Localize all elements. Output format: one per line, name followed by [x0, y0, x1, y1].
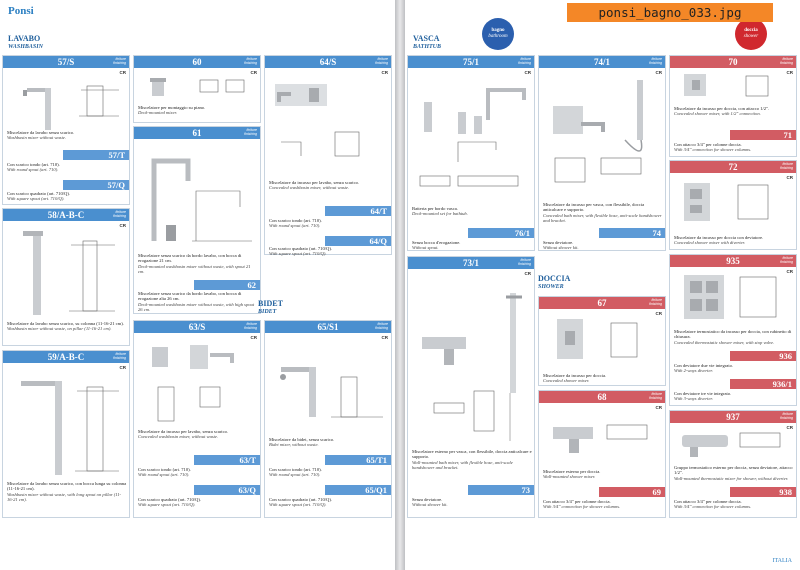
brand-title: Ponsi [8, 5, 34, 17]
product-description: Miscelatore da bidet, senza scarico. Bidet mixer, without waste. [269, 437, 335, 448]
product-code: 70 [728, 57, 738, 67]
variant-description: Con scarico quadrato (art. 710/Q). With square spout (art. 710/Q). [7, 191, 71, 202]
shower-mixer-drawing [545, 407, 661, 465]
product-code: 74/1 [593, 57, 611, 67]
variant-description: Con scarico tondo (art. 710). With round spout (art. 710). [269, 218, 322, 229]
product-61: 61 finiture finishing Miscelatore senza scarico da bordo lavabo, con bocca di erogazione 21 cm. Deck-mounted washbasin mixer without waste, with spout 21 cm. 62 Miscelatore senza scarico da bordo lavabo, con bocca di erogazione alta 26 cm. Deck-mounted washbasin mixer without waste, with high spout 26 cm. [133, 126, 261, 314]
faucet-drawing [140, 141, 256, 253]
variant-bar: 936 [730, 351, 796, 361]
variant-description: Con scarico tondo (art. 710). With round spout (art. 710). [7, 162, 60, 173]
variant-bar: 63/T [194, 455, 260, 465]
mixer-drawing [271, 72, 387, 176]
variant-bar: 57/Q [63, 180, 129, 190]
bath-mixer-drawing [545, 72, 661, 198]
thermostatic-drawing [676, 425, 792, 463]
product-description: Gruppo termostatico esterno per doccia, senza deviatore, attacco 1/2". Wall-mounted thermostatic mixer for shower, without diverter. [674, 465, 793, 481]
page-footer: ITALIA [772, 558, 792, 564]
product-description: Miscelatore da incasso per lavabo, senza scarico. Concealed washbasin mixer, without waste. [269, 180, 360, 191]
section-doccia: DOCCIA SHOWER [538, 274, 571, 290]
variant-description: Con scarico quadrato (art. 710/Q). With square spout (art. 710/Q). [138, 497, 202, 508]
product-code: 67 [597, 298, 607, 308]
product-code: 65/S1 [317, 322, 339, 332]
variant-bar: 64/T [325, 206, 391, 216]
product-description: Miscelatore da incasso per doccia. Concealed shower mixer. [543, 373, 607, 384]
product-description: Miscelatore da incasso per vasca, con flessibile, doccia anticalcare e supporto. Concealed bath mixer, with flexible hose, anti-scale handshower and bracket. [543, 202, 662, 224]
variant-description: Con scarico quadrato (art. 710/Q). With square spout (art. 710/Q). [269, 246, 333, 257]
faucet-drawing [271, 337, 387, 429]
mixer-drawing [142, 74, 254, 100]
product-description: Miscelatore da incasso per lavabo, senza scarico. Concealed washbasin mixer, without waste. [138, 429, 229, 440]
shower-mixer-drawing [676, 70, 792, 104]
mixer-drawing [140, 337, 256, 427]
product-code: 935 [726, 256, 740, 266]
variant-bar: 62 [194, 280, 260, 290]
product-header [3, 56, 129, 68]
product-code: 64/S [319, 57, 337, 67]
product-code: 63/S [188, 322, 206, 332]
product-description: Miscelatore senza scarico da bordo lavabo, con bocca di erogazione 21 cm. Deck-mounted washbasin mixer without waste, with spout 21 cm. [138, 253, 251, 275]
product-code: 60 [192, 57, 202, 67]
variant-description: Con scarico tondo (art. 710). With round spout (art. 710). [269, 467, 322, 478]
file-name-label: ponsi_bagno_033.jpg [567, 3, 773, 22]
variant-bar: 57/T [63, 150, 129, 160]
shower-mixer-drawing [545, 313, 661, 369]
product-code: 68 [597, 392, 607, 402]
product-description: Miscelatore esterno per vasca, con flessibile, doccia anticalcare e supporto. Wall-mounted bath mixer, with flexible hose, anti-scale handshower and bracket. [412, 449, 532, 471]
variant-description: Con scarico quadrato (art. 710/Q). With square spout (art. 710/Q). [269, 497, 333, 508]
variant-bar: 64/Q [325, 236, 391, 246]
product-description: Batteria per bordo vasca. Deck-mounted set for bathtub. [412, 206, 468, 217]
variant-bar: 936/1 [730, 379, 796, 389]
product-code: 61 [192, 128, 202, 138]
product-code: 59/A-B-C [47, 352, 85, 362]
variant-bar: 69 [599, 487, 665, 497]
variant-bar: 938 [730, 487, 796, 497]
product-code: 72 [728, 162, 738, 172]
product-60: 60 finiture finishing CR Miscelatore per montaggio su piano. Deck-mounted mixer. [133, 55, 261, 123]
section-lavabo [8, 34, 43, 52]
variant-bar: 71 [730, 130, 796, 140]
product-code: 57/S [57, 57, 75, 67]
section-title: LAVABO [8, 34, 41, 43]
finish-note: finiture finishing [113, 57, 126, 65]
variant-bar: 65/T1 [325, 455, 391, 465]
product-description: Miscelatore da lavabo senza scarico, con bocca lunga su colonna (11-16-21 cm). Washbasin mixer without waste, with long spout on pillar (11-16-21 cm). [7, 481, 127, 503]
page-gutter [395, 0, 405, 570]
product-935: 935 finiture finishing CR Miscelatore termostatico da incasso per doccia, con rubinetto di chiusura. Concealed thermostatic shower mixer, with stop valve. 936 Con deviatore due vie integrato. With 2-ways diverter. 936/1 Con deviatore tre vie integrato. With 3-ways diverter. [669, 254, 797, 406]
variant-description: Con attacco 3/4" per colonne doccia. With 3/4" connection for shower columns. [674, 142, 752, 153]
badge-bathroom: bagno bathroom [482, 18, 514, 50]
product-63s: 63/S finiture finishing CR Miscelatore da incasso per lavabo, senza scarico. Concealed washbasin mixer, without waste. 63/T Con scarico tondo (art. 710). With round spout (art. 710). 63/Q Con scarico quadrato (art. 710/Q). With square spout (art. 710/Q). [133, 320, 261, 518]
product-59: 59/A-B-C finiture finishing CR Miscelatore da lavabo senza scarico, con bocca lunga su colonna (11-16-21 cm). Washbasin mixer without waste, with long spout on pillar (11-16-21 cm). [2, 350, 130, 518]
product-57s [2, 55, 130, 205]
badge-shower: doccia shower [735, 18, 767, 50]
variant-bar: 63/Q [194, 485, 260, 495]
variant-description: Con scarico tondo (art. 710). With round spout (art. 710). [138, 467, 191, 478]
product-description: Miscelatore da lavabo senza scarico. Washbasin mixer without waste. [7, 130, 75, 141]
product-code: 73/1 [462, 258, 480, 268]
variant-bar: 76/1 [468, 228, 534, 238]
bath-mixer-drawing [414, 273, 530, 445]
faucet-drawing [11, 225, 123, 317]
variant-description: Con attacco 3/4" per colonne doccia. With 3/4" connection for shower columns. [543, 499, 621, 510]
product-72: 72 finiture finishing CR Miscelatore da incasso per doccia con deviatore. Concealed shower mixer with diverter. [669, 160, 797, 250]
faucet-drawing [11, 74, 123, 132]
variant-description: Senza deviatore. Without shower kit. [543, 240, 579, 251]
product-937: 937 finiture finishing CR Gruppo termostatico esterno per doccia, senza deviatore, attacco 1/2". Wall-mounted thermostatic mixer for shower, without diverter. 938 Con attacco 3/4" per colonne doccia. With 3/4" connection for shower columns. [669, 410, 797, 518]
product-74-1: 74/1 finiture finishing CR Miscelatore da incasso per vasca, con flessibile, doccia anticalcare e supporto. Concealed bath mixer, with flexible hose, anti-scale handshower and bracket. 74 Senza deviatore. Without shower kit. [538, 55, 666, 251]
product-75: 75/1 finiture finishing CR Batteria per bordo vasca. Deck-mounted set for bathtub. 76/1 Senza bocca d'erogazione. Without spout. [407, 55, 535, 251]
product-description: Miscelatore da incasso per doccia con deviatore. Concealed shower mixer with diverter. [674, 235, 764, 246]
product-73: 73/1 finiture finishing CR Miscelatore esterno per vasca, con flessibile, doccia anticalcare e supporto. Wall-mounted bath mixer, with flexible hose, anti-scale handshower and bracket. 73 Senza deviatore. Without shower kit. [407, 256, 535, 518]
product-64s: 64/S finiture finishing CR Miscelatore da incasso per lavabo, senza scarico. Concealed washbasin mixer, without waste. 64/T Con scarico tondo (art. 710). With round spout (art. 710). 64/Q Con scarico quadrato (art. 710/Q). With square spout (art. 710/Q). [264, 55, 392, 255]
finish-code: CR [119, 70, 126, 75]
thermostatic-drawing [676, 269, 792, 327]
section-subtitle: WASHBASIN [8, 44, 43, 50]
section-vasca: VASCA BATHTUB [413, 34, 442, 50]
product-67: 67 finiture finishing CR Miscelatore da incasso per doccia. Concealed shower mixer. [538, 296, 666, 386]
product-code: 937 [726, 412, 740, 422]
variant-description: Senza bocca d'erogazione. Without spout. [412, 240, 461, 251]
section-bidet: BIDET BIDET [258, 299, 283, 315]
product-description: Miscelatore termostatico da incasso per doccia, con rubinetto di chiusura. Concealed thermostatic shower mixer, with stop valve. [674, 329, 792, 345]
variant-bar: 73 [468, 485, 534, 495]
product-description: Miscelatore da lavabo senza scarico, su colonna (11-16-21 cm). Washbasin mixer without waste, on pillar (11-16-21 cm). [7, 321, 124, 332]
right-page [405, 0, 800, 570]
product-65s1: 65/S1 finiture finishing CR Miscelatore da bidet, senza scarico. Bidet mixer, without waste. 65/T1 Con scarico tondo (art. 710). With round spout (art. 710). 65/Q1 Con scarico quadrato (art. 710/Q). With square spout (art. 710/Q). [264, 320, 392, 518]
product-58: 58/A-B-C finiture finishing CR Miscelatore da lavabo senza scarico, su colonna (11-16-21 cm). Washbasin mixer without waste, on pillar (11-16-21 cm). [2, 208, 130, 346]
variant-description: Con deviatore tre vie integrato. With 3-ways diverter. [674, 391, 732, 402]
variant-description: Miscelatore senza scarico da bordo lavabo, con bocca di erogazione alta 26 cm. Deck-mounted washbasin mixer without waste, with high spout 26 cm. [138, 291, 255, 313]
product-code: 75/1 [462, 57, 480, 67]
product-68: 68 finiture finishing CR Miscelatore esterno per doccia. Wall-mounted shower mixer. 69 Con attacco 3/4" per colonne doccia. With 3/4" connection for shower columns. [538, 390, 666, 518]
variant-bar: 65/Q1 [325, 485, 391, 495]
product-code: 58/A-B-C [47, 210, 85, 220]
product-70: 70 finiture finishing CR Miscelatore da incasso per doccia, con attacco 1/2". Concealed shower mixer, with 1/2" connection. 71 Con attacco 3/4" per colonne doccia. With 3/4" connection for shower columns. [669, 55, 797, 157]
product-description: Miscelatore da incasso per doccia, con attacco 1/2". Concealed shower mixer, with 1/2" connection. [674, 106, 770, 117]
product-description: Miscelatore esterno per doccia. Wall-mounted shower mixer. [543, 469, 601, 480]
variant-bar: 74 [599, 228, 665, 238]
product-description: Miscelatore per montaggio su piano. Deck-mounted mixer. [138, 105, 206, 116]
variant-description: Senza deviatore. Without shower kit. [412, 497, 448, 508]
left-page [0, 0, 395, 570]
shower-mixer-drawing [676, 175, 792, 231]
bath-set-drawing [414, 72, 530, 202]
variant-description: Con attacco 3/4" per colonne doccia. With 3/4" connection for shower columns. [674, 499, 752, 510]
faucet-drawing [11, 369, 123, 477]
variant-description: Con deviatore due vie integrato. With 2-ways diverter. [674, 363, 734, 374]
